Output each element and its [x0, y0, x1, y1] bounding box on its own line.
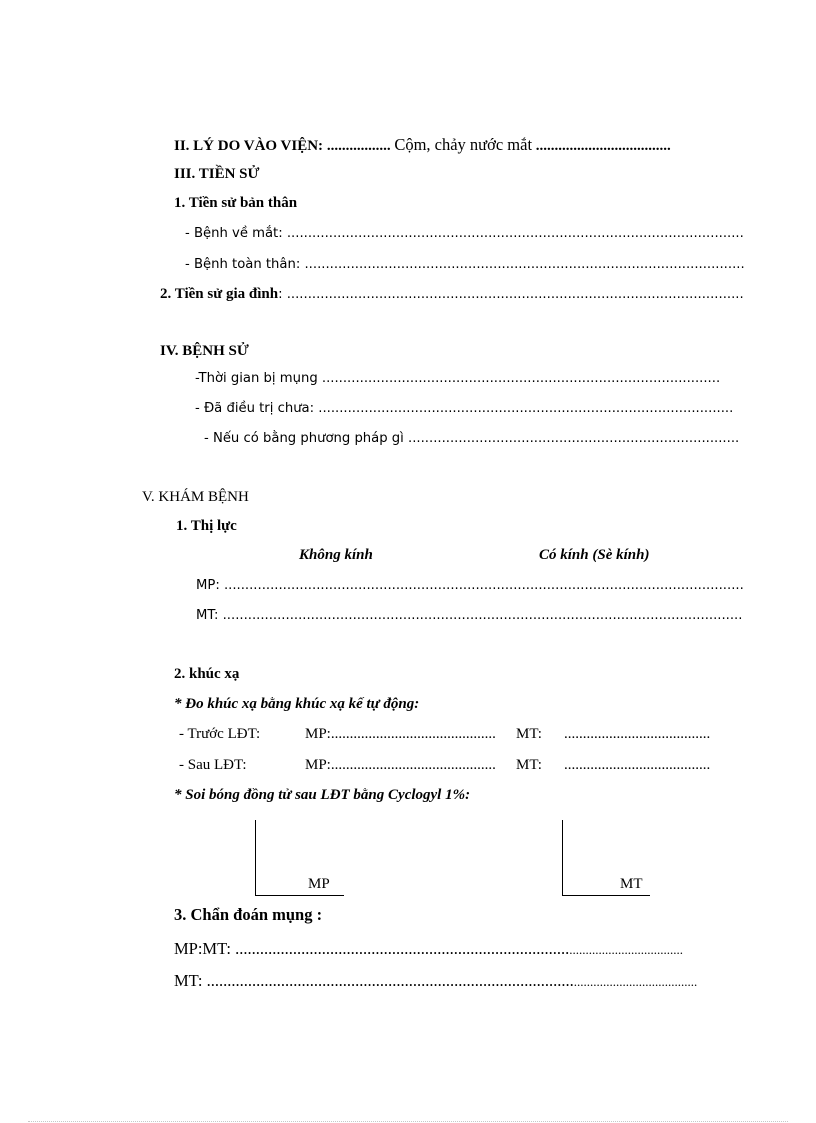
section2-heading: II. LÝ DO VÀO VIỆN:: [174, 138, 324, 154]
mt-box-horizontal: [562, 895, 650, 896]
diagnosis-line2-tail: ......................................: [573, 974, 698, 989]
mt-box-label: MT: [620, 876, 643, 892]
after-mp-field: MP:............................................: [305, 757, 496, 773]
family-history-line: [160, 284, 744, 305]
after-mt-label: MT:: [516, 757, 542, 773]
diagnosis-line1-dots: .................................................................................: [235, 939, 570, 958]
treated-field: - Đã điều trị chưa: ...................................................................................................: [195, 401, 734, 416]
mt-acuity-field: MT: ............................................................................................................................: [196, 608, 743, 623]
mp-box-horizontal: [255, 895, 344, 896]
mt-box-vertical: [562, 820, 563, 896]
visual-acuity-heading: 1. Thị lực: [176, 518, 237, 534]
duration-field: -Thời gian bị mụng ...............................................................................................: [195, 371, 721, 386]
auto-refraction-heading: * Đo khúc xạ bằng khúc xạ kế tự động:: [174, 696, 420, 712]
diagnosis-heading: 3. Chẩn đoán mụng :: [174, 905, 323, 924]
own-history-heading: 1. Tiền sử bản thân: [174, 195, 298, 211]
col-without-glasses: Không kính: [299, 547, 373, 563]
diagnosis-line1-label: MP:MT:: [174, 939, 236, 958]
section3-heading: III. TIỀN SỬ: [174, 166, 260, 182]
systemic-disease-field: - Bệnh toàn thân: .........................................................................................................: [185, 257, 745, 272]
reason-dots-b: ....................................: [535, 138, 671, 154]
after-laser-label: - Sau LĐT:: [179, 757, 247, 773]
eye-disease-field: - Bệnh về mắt: .............................................................................................................: [185, 226, 744, 241]
before-mt-label: MT:: [516, 726, 542, 742]
section5-heading: V. KHÁM BỆNH: [142, 489, 249, 505]
diagnosis-line2-label: MT:: [174, 971, 207, 990]
diagnosis-line-2: [174, 971, 697, 992]
section4-heading: IV. BỆNH SỬ: [160, 343, 249, 359]
mp-box-label: MP: [308, 876, 330, 892]
family-history-dots: : .............................................................................................................: [278, 287, 744, 302]
refraction-heading: 2. khúc xạ: [174, 666, 240, 682]
mp-acuity-field: MP: ............................................................................................................................: [196, 578, 744, 593]
after-mt-field: .......................................: [564, 757, 711, 773]
diagnosis-line2-dots: .........................................................................................: [206, 971, 574, 990]
reason-line: [174, 135, 671, 156]
before-mt-field: .......................................: [564, 726, 711, 742]
diagnosis-line1-tail: ...................................: [569, 942, 683, 957]
diagnosis-line-1: [174, 939, 683, 960]
col-with-glasses: Có kính (Sè kính): [539, 547, 650, 563]
reason-text: Cộm, chảy nước mắt: [394, 135, 533, 154]
before-laser-label: - Trước LĐT:: [179, 726, 261, 742]
family-history-label: 2. Tiền sử gia đình: [160, 286, 279, 302]
method-field: - Nếu có bằng phương pháp gì ...............................................................................: [204, 431, 740, 446]
mp-box-vertical: [255, 820, 256, 896]
reason-dots-a: .................: [326, 138, 391, 154]
retinoscopy-heading: * Soi bóng đồng tử sau LĐT bằng Cyclogyl 1%:: [174, 787, 471, 803]
page-bottom-rule: [28, 1121, 788, 1122]
before-mp-field: MP:............................................: [305, 726, 496, 742]
